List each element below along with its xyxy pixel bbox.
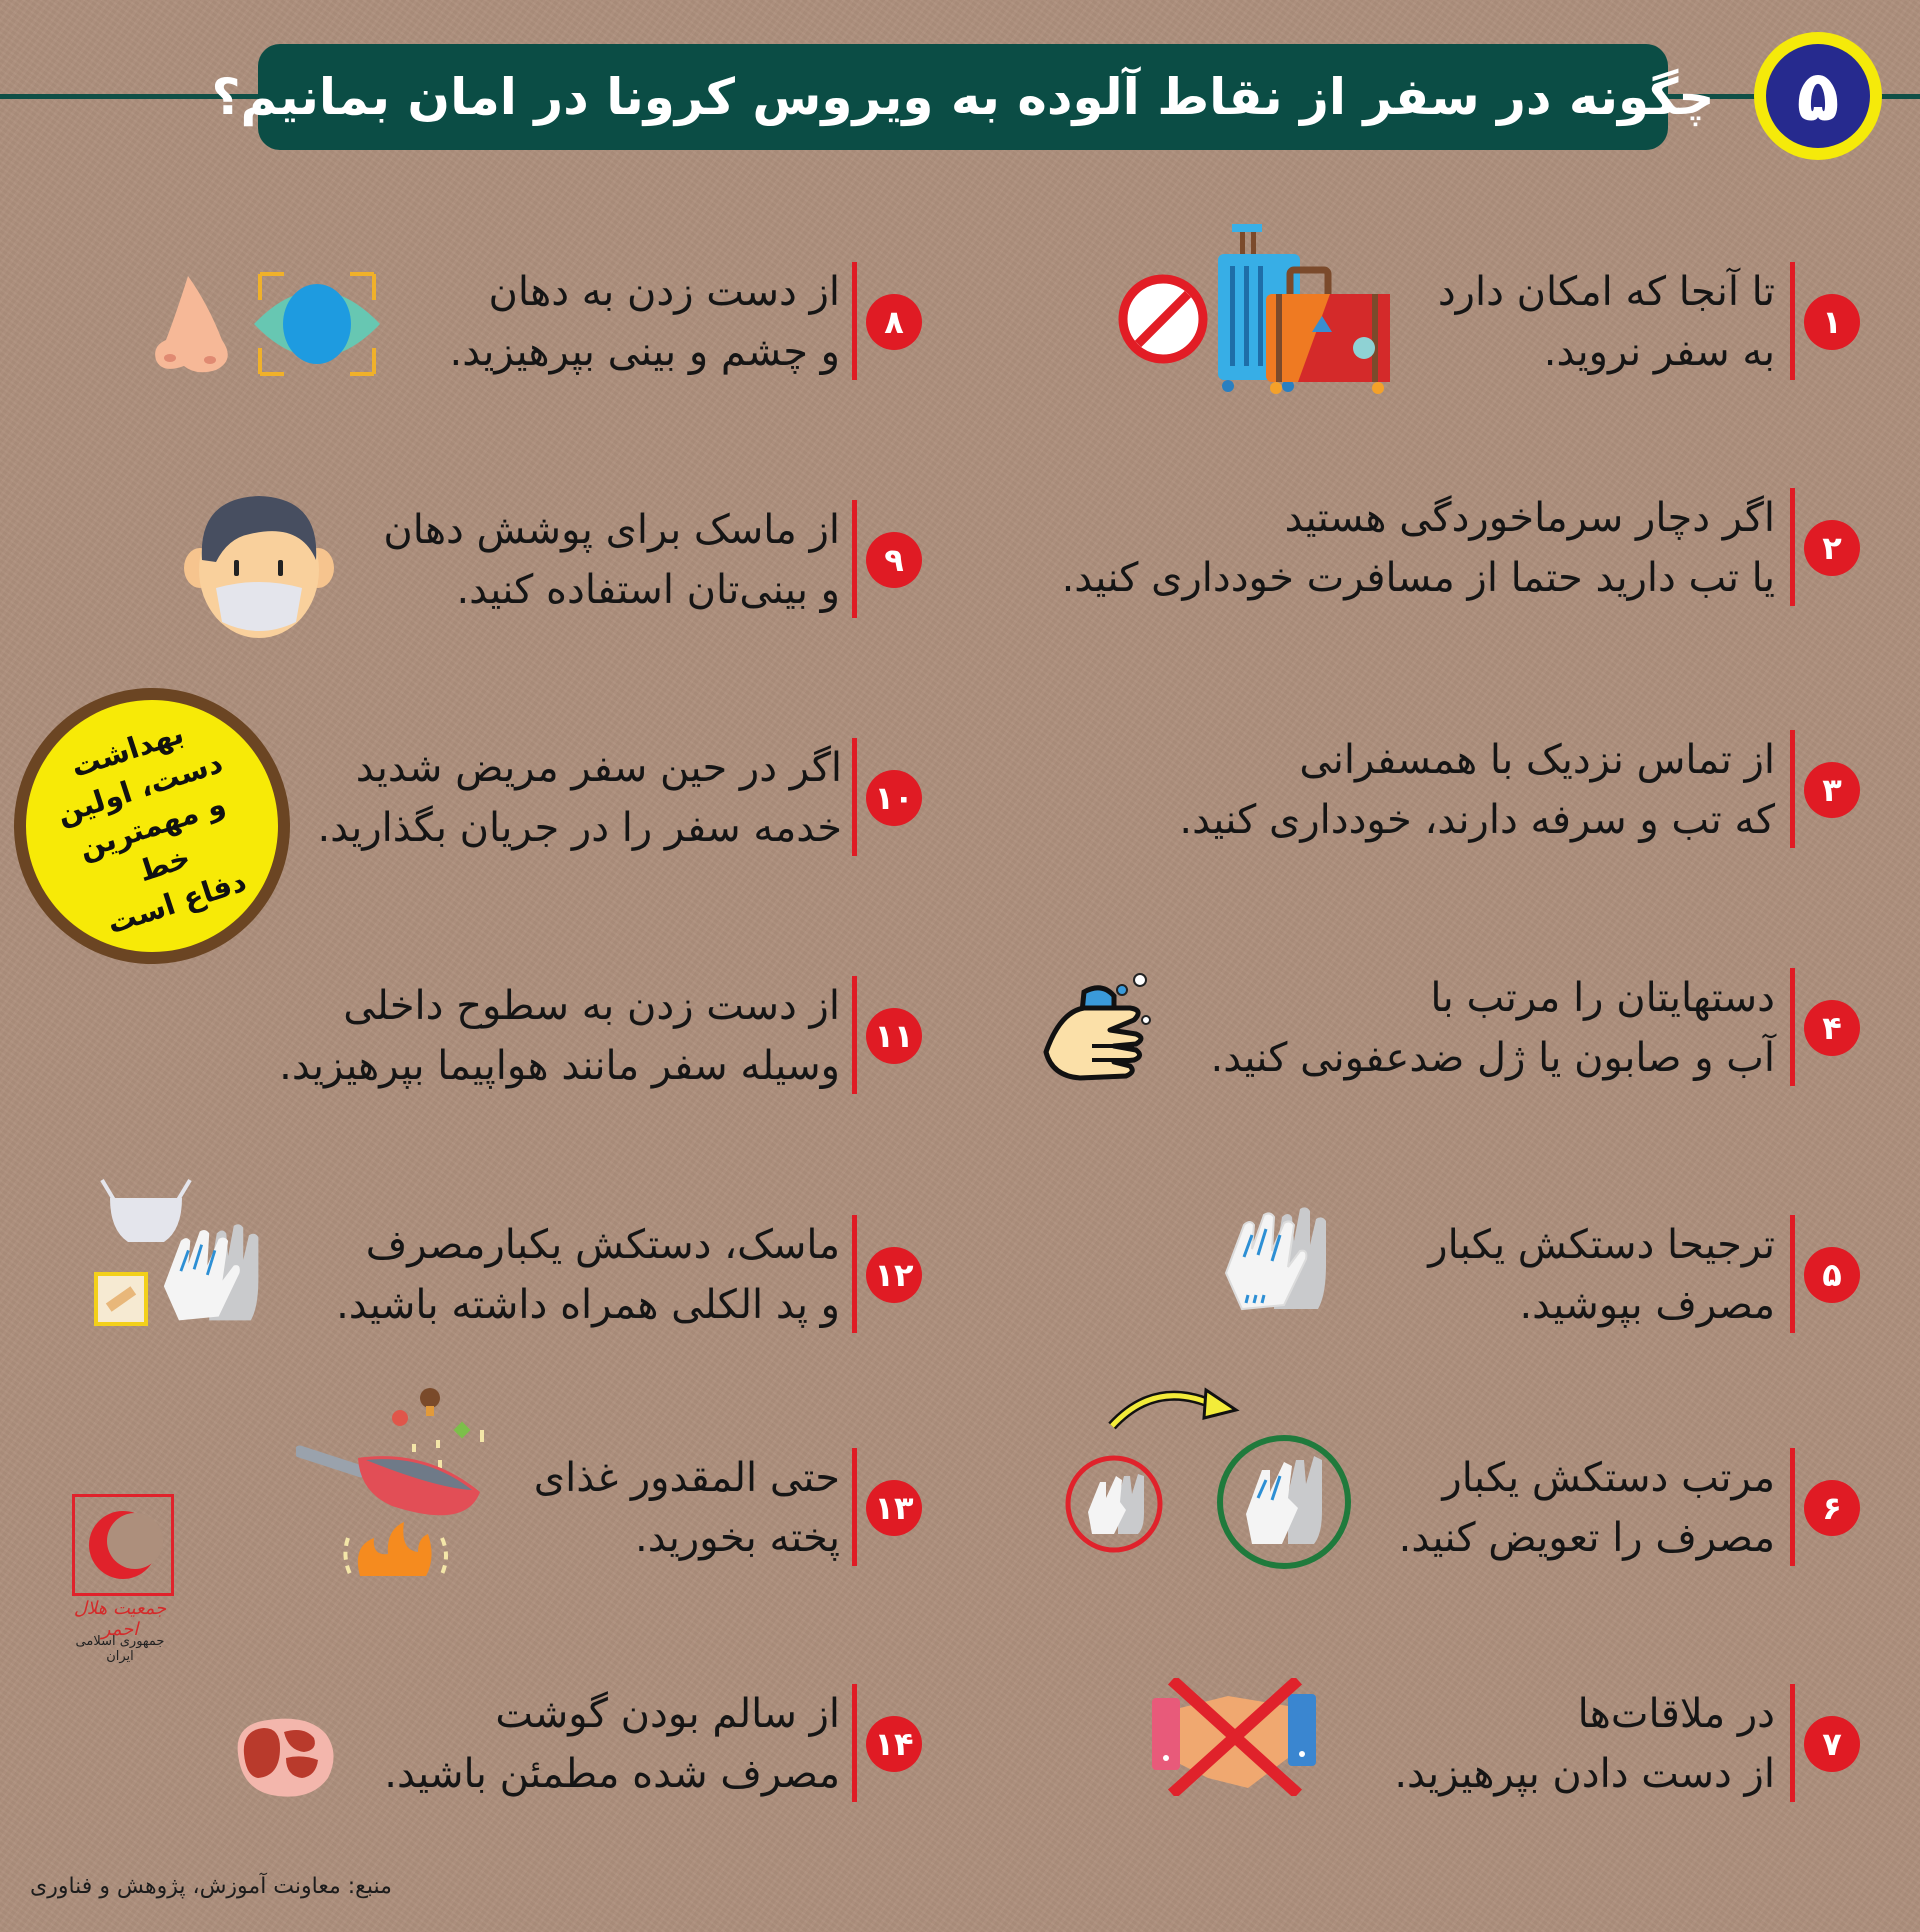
tip-line: ترجیحا دستکش یکبار — [1428, 1222, 1775, 1268]
tip-line: از دست دادن بپرهیزید. — [1394, 1751, 1775, 1797]
logo-org-name: جمعیت هلال احمر — [73, 1598, 167, 1640]
gloves-icon — [1222, 1205, 1334, 1315]
tip-number: ۱۲ — [866, 1247, 922, 1303]
tip-divider — [852, 1684, 857, 1802]
tip-item-14 — [0, 1684, 940, 1804]
tip-number: ۱۰ — [866, 770, 922, 826]
no-entry-icon — [1116, 272, 1210, 366]
tip-number: ۴ — [1804, 1000, 1860, 1056]
tip-line: دستهایتان را مرتب با — [1430, 975, 1775, 1021]
tip-line: از دست زدن به دهان — [488, 269, 840, 315]
tip-line: از تماس نزدیک با همسفرانی — [1299, 737, 1775, 783]
tip-text — [1394, 1684, 1775, 1804]
hand-hygiene-seal — [0, 667, 311, 985]
tip-divider — [852, 738, 857, 856]
tip-divider — [1790, 262, 1795, 380]
tip-line: مرتب دستکش یکبار — [1442, 1455, 1775, 1501]
tip-number: ۹ — [866, 532, 922, 588]
tip-item-11 — [0, 976, 940, 1096]
tip-line: آب و صابون یا ژل ضدعفونی کنید. — [1210, 1035, 1775, 1081]
tip-line: از ماسک برای پوشش دهان — [383, 507, 840, 553]
tip-number: ۵ — [1804, 1247, 1860, 1303]
tip-text — [383, 500, 840, 620]
face-mask-person-icon — [180, 490, 338, 640]
page-title: چگونه در سفر از نقاط آلوده به ویروس کرونا در امان بمانیم؟ — [211, 68, 1715, 126]
tip-item-3 — [1000, 730, 1900, 850]
tip-divider — [1790, 730, 1795, 848]
tip-line: و بینی‌تان استفاده کنید. — [456, 567, 840, 613]
tip-text — [534, 1448, 840, 1568]
tip-line: ماسک، دستکش یکبارمصرف — [365, 1222, 840, 1268]
tip-number: ۱ — [1804, 294, 1860, 350]
tip-divider — [852, 262, 857, 380]
source-credit: منبع: معاونت آموزش، پژوهش و فناوری — [30, 1874, 392, 1899]
tip-text — [1399, 1448, 1775, 1568]
tip-line: پخته بخورید. — [635, 1515, 840, 1561]
tip-divider — [1790, 1684, 1795, 1802]
tip-item-8 — [0, 262, 940, 382]
old-gloves-icon — [1064, 1454, 1164, 1554]
tip-item-9 — [0, 500, 940, 620]
tip-line: و پد الکلی همراه داشته باشید. — [336, 1282, 840, 1328]
luggage-icon — [1218, 224, 1390, 394]
tip-item-2 — [1000, 488, 1900, 608]
tip-line: در ملاقات‌ها — [1577, 1691, 1775, 1737]
no-handshake-icon — [1148, 1678, 1324, 1796]
tip-number: ۱۳ — [866, 1480, 922, 1536]
tip-line: از دست زدن به سطوح داخلی — [343, 983, 840, 1029]
crescent-icon — [75, 1497, 171, 1593]
nose-icon — [150, 274, 236, 374]
new-gloves-icon — [1214, 1432, 1354, 1572]
tip-text — [1428, 1215, 1775, 1335]
page-title-banner — [211, 44, 1715, 150]
tip-text — [1179, 730, 1775, 850]
section-number: ۵ — [1766, 44, 1870, 148]
seal-text: بهداشت دست، اولین و مهمترین خط دفاع است — [52, 715, 251, 941]
tip-text — [450, 262, 841, 382]
tip-line: اگر در حین سفر مریض شدید — [355, 745, 842, 791]
tip-divider — [852, 1215, 857, 1333]
tip-text — [336, 1215, 840, 1335]
tip-text — [384, 1684, 840, 1804]
tip-divider — [852, 1448, 857, 1566]
tip-divider — [1790, 968, 1795, 1086]
tip-number: ۲ — [1804, 520, 1860, 576]
tip-line: به سفر نروید. — [1543, 329, 1775, 375]
tip-line: تا آنجا که امکان دارد — [1437, 269, 1775, 315]
tip-line: و چشم و بینی بپرهیزید. — [449, 329, 840, 375]
tip-number: ۳ — [1804, 762, 1860, 818]
tip-line: حتی المقدور غذای — [533, 1455, 840, 1501]
tip-divider — [1790, 1215, 1795, 1333]
tip-divider — [852, 500, 857, 618]
tip-line: یا تب دارید حتما از مسافرت خودداری کنید. — [1061, 555, 1775, 601]
tip-text — [1438, 262, 1775, 382]
tip-number: ۱۱ — [866, 1008, 922, 1064]
tip-number: ۸ — [866, 294, 922, 350]
red-crescent-logo — [72, 1494, 174, 1596]
tip-divider — [1790, 488, 1795, 606]
tip-number: ۱۴ — [866, 1716, 922, 1772]
tip-text — [1211, 968, 1776, 1088]
tip-line: مصرف را تعویض کنید. — [1398, 1515, 1775, 1561]
curved-arrow-icon — [1106, 1384, 1250, 1434]
gloves-icon — [160, 1222, 266, 1326]
tip-item-7 — [1000, 1684, 1900, 1804]
tip-item-5 — [1000, 1215, 1900, 1335]
tip-line: مصرف شده مطمئن باشید. — [384, 1751, 840, 1797]
meat-icon — [228, 1714, 338, 1800]
tip-number: ۶ — [1804, 1480, 1860, 1536]
alcohol-pad-icon — [94, 1272, 148, 1326]
tip-line: وسیله سفر مانند هواپیما بپرهیزید. — [279, 1043, 840, 1089]
eye-scan-icon — [254, 272, 380, 376]
tip-line: اگر دچار سرماخوردگی هستید — [1284, 495, 1775, 541]
cooking-pan-icon — [296, 1388, 496, 1584]
tip-line: خدمه سفر را در جریان بگذارید. — [317, 805, 842, 851]
logo-country: جمهوری اسلامی ایران — [75, 1634, 165, 1664]
tip-text — [317, 738, 842, 858]
tip-line: از سالم بودن گوشت — [495, 1691, 840, 1737]
tip-line: مصرف بپوشید. — [1519, 1282, 1775, 1328]
hand-washing-icon — [1040, 972, 1170, 1090]
tip-text — [1062, 488, 1775, 608]
tip-divider — [852, 976, 857, 1094]
tip-line: که تب و سرفه دارند، خودداری کنید. — [1179, 797, 1775, 843]
tip-divider — [1790, 1448, 1795, 1566]
section-number-badge — [1754, 32, 1882, 160]
tip-text — [279, 976, 840, 1096]
tip-number: ۷ — [1804, 1716, 1860, 1772]
